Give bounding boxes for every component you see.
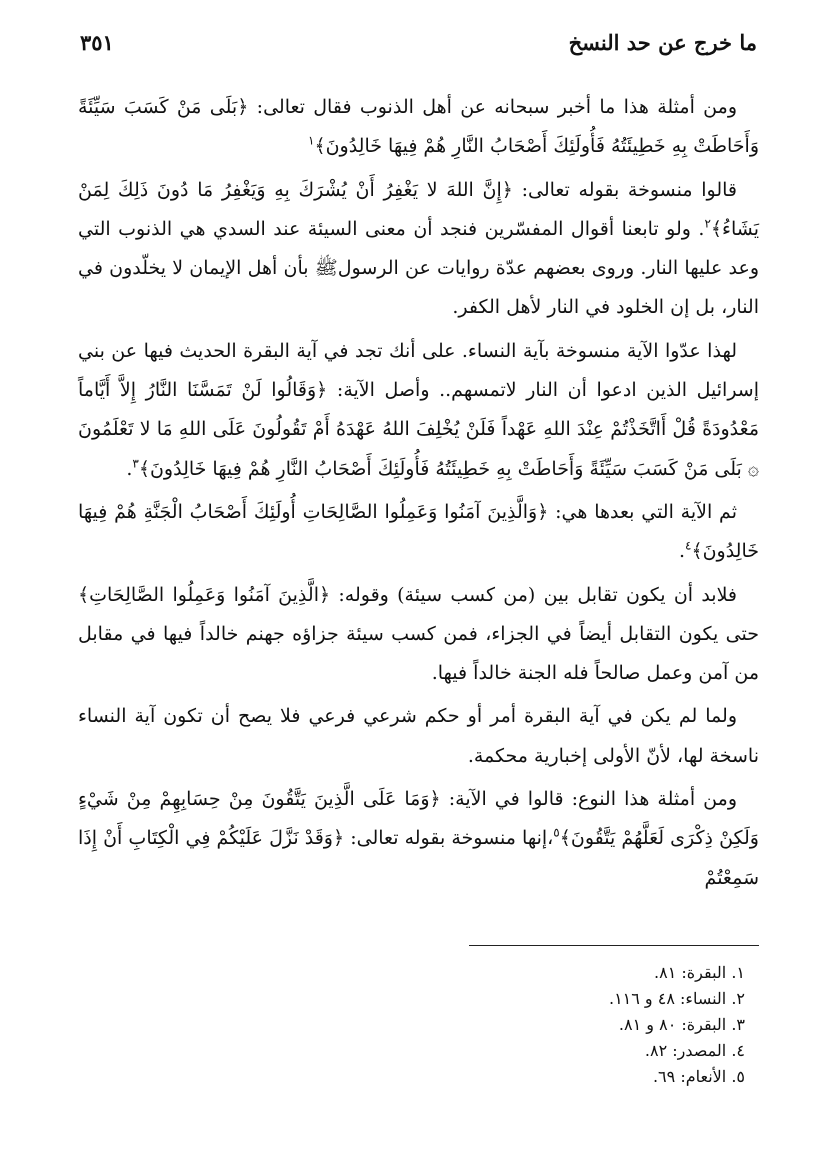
footnote: ٥. الأنعام: ٦٩. [652, 1067, 745, 1086]
footnote: ٣. البقرة: ٨٠ و ٨١. [618, 1015, 745, 1034]
paragraph: فلابد أن يكون تقابل بين (من كسب سيئة) وقوله: ﴿الَّذِينَ آمَنُوا وَعَمِلُوا الصَّالِحَاتِ﴾ حتى يكون التقابل أيضاً في الجزاء، فمن كسب سيئة جزاؤه جهنم خالداً فيها في مقابل من آمن وعمل صالحاً فله الجنة خالداً فيها. [78, 583, 759, 685]
paragraph: لهذا عدّوا الآية منسوخة بآية النساء. على أنك تجد في آية البقرة الحديث فيها عن بني إسرائيل الذين ادعوا أن النار لاتمسهم.. وأصل الآية: ﴿وَقَالُوا لَنْ تَمَسَّنَا النَّارُ إِلاَّ أَيَّاماً مَعْدُودَةً قُلْ أَاتَّخَذْتُمْ عِنْدَ اللهِ عَهْداً فَلَنْ يُخْلِفَ اللهُ عَهْدَهُ أَمْ تَقُولُونَ عَلَى اللهِ مَا لا تَعْلَمُونَ ۞ بَلَى مَنْ كَسَبَ سَيِّئَةً وَأَحَاطَتْ بِهِ خَطِيئَتُهُ فَأُولَئِكَ أَصْحَابُ النَّارِ هُمْ فِيهَا خَالِدُونَ﴾$^٣$. [78, 339, 760, 480]
footnote-ref: ٣ [132, 456, 139, 471]
page-number: ٣٥١ [80, 30, 114, 55]
quran-verse: ﴿وَقَالُوا لَنْ تَمَسَّنَا النَّارُ إِلاَّ أَيَّاماً مَعْدُودَةً قُلْ أَاتَّخَذْتُمْ عِنْدَ اللهِ عَهْداً فَلَنْ يُخْلِفَ اللهُ عَهْدَهُ أَمْ تَقُولُونَ عَلَى اللهِ مَا لا تَعْلَمُونَ ۞ بَلَى مَنْ كَسَبَ سَيِّئَةً وَأَحَاطَتْ بِهِ خَطِيئَتُهُ فَأُولَئِكَ أَصْحَابُ النَّارِ هُمْ فِيهَا خَالِدُونَ﴾ [78, 379, 759, 480]
footnote-ref: ١ [307, 133, 315, 148]
footnote: ١. البقرة: ٨١. [654, 963, 745, 982]
quran-verse: ﴿بَلَى مَنْ كَسَبَ سَيِّئَةً وَأَحَاطَتْ بِهِ خَطِيئَتُهُ فَأُولَئِكَ أَصْحَابُ النَّارِ هُمْ فِيهَا خَالِدُونَ﴾ [78, 96, 759, 158]
footnote: ٢. النساء: ٤٨ و ١١٦. [608, 989, 745, 1008]
running-header [80, 30, 757, 64]
footnotes [609, 960, 745, 1090]
body-text [78, 88, 759, 902]
footnote: ٤. المصدر: ٨٢. [644, 1041, 745, 1060]
quran-verse: ﴿إِنَّ اللهَ لا يَغْفِرُ أَنْ يُشْرَكَ بِهِ وَيَغْفِرُ مَا دُونَ ذَلِكَ لِمَنْ يَشَاءُ﴾ [78, 178, 759, 240]
footnote-divider [469, 945, 759, 946]
paragraph: ومن أمثلة هذا ما أخبر سبحانه عن أهل الذنوب فقال تعالى: ﴿بَلَى مَنْ كَسَبَ سَيِّئَةً وَأَحَاطَتْ بِهِ خَطِيئَتُهُ فَأُولَئِكَ أَصْحَابُ النَّارِ هُمْ فِيهَا خَالِدُونَ﴾$^١$ [78, 96, 759, 158]
quran-verse: ﴿وَالَّذِينَ آمَنُوا وَعَمِلُوا الصَّالِحَاتِ أُولَئِكَ أَصْحَابُ الْجَنَّةِ هُمْ فِيهَا خَالِدُونَ﴾ [78, 500, 759, 563]
quran-verse: ﴿الَّذِينَ آمَنُوا وَعَمِلُوا الصَّالِحَاتِ﴾ [78, 583, 331, 606]
footnote-ref: ٥ [553, 826, 560, 841]
footnote-ref: ٤ [684, 538, 692, 553]
paragraph: قالوا منسوخة بقوله تعالى: ﴿إِنَّ اللهَ لا يَغْفِرُ أَنْ يُشْرَكَ بِهِ وَيَغْفِرُ مَا دُونَ ذَلِكَ لِمَنْ يَشَاءُ﴾$^٢$. ولو تابعنا أقوال المفسّرين فنجد أن معنى السيئة عند السدي هي الذنوب التي وعد عليها النار. وروى بعضهم عدّة روايات عن الرسولﷺ بأن أهل الإيمان لا يخلّدون في النار، بل إن الخلود في النار لأهل الكفر. [78, 178, 759, 319]
paragraph: ولما لم يكن في آية البقرة أمر أو حكم شرعي فرعي فلا يصح أن تكون آية النساء ناسخة لها، لأنّ الأولى إخبارية محكمة. [78, 705, 759, 767]
footnote-ref: ٢ [704, 216, 711, 231]
chapter-title: ما خرج عن حد النسخ [568, 30, 757, 55]
quran-verse: ﴿وَمَا عَلَى الَّذِينَ يَتَّقُونَ مِنْ حِسَابِهِمْ مِنْ شَيْءٍ وَلَكِنْ ذِكْرَى لَعَلَّهُمْ يَتَّقُونَ﴾ [78, 788, 759, 850]
paragraph: ثم الآية التي بعدها هي: ﴿وَالَّذِينَ آمَنُوا وَعَمِلُوا الصَّالِحَاتِ أُولَئِكَ أَصْحَابُ الْجَنَّةِ هُمْ فِيهَا خَالِدُونَ﴾$^٤$. [78, 500, 759, 563]
paragraph: ومن أمثلة هذا النوع: قالوا في الآية: ﴿وَمَا عَلَى الَّذِينَ يَتَّقُونَ مِنْ حِسَابِهِمْ مِنْ شَيْءٍ وَلَكِنْ ذِكْرَى لَعَلَّهُمْ يَتَّقُونَ﴾$^٥$،إنها منسوخة بقوله تعالى: ﴿وَقَدْ نَزَّلَ عَلَيْكُمْ فِي الْكِتَابِ أَنْ إِذَا سَمِعْتُمْ [78, 788, 759, 889]
